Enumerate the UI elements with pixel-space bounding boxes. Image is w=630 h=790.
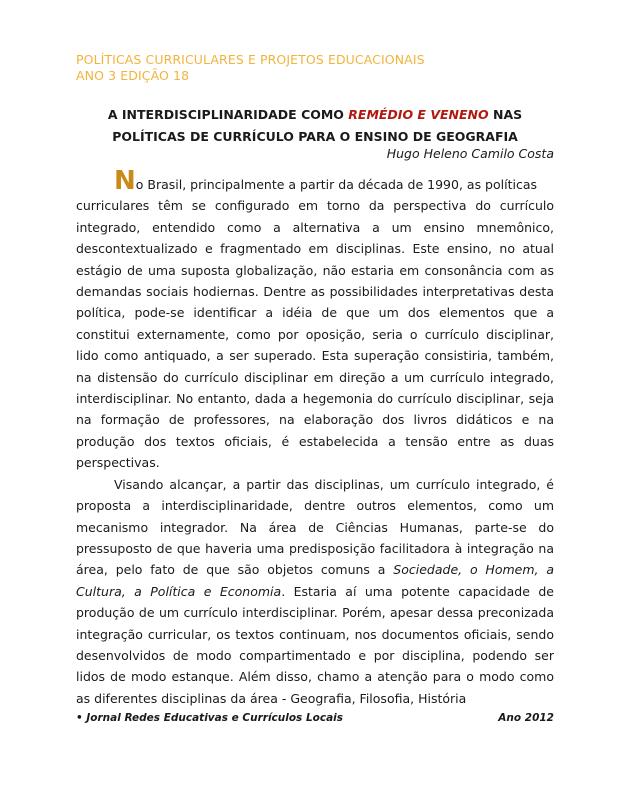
footer-journal: • Jornal Redes Educativas e Currículos Locais (76, 712, 344, 724)
header-line-2: ANO 3 EDIÇÃO 18 (76, 68, 190, 83)
paragraph-2-part-b: . Estaria aí uma potente capacidade de produção de um currículo interdisciplinar. Porém, apesar dessa preconizada integração curricular, os textos continuam, nos documentos oficiais, sendo desenvolvidos de modo compartimentado e por disciplina, podendo ser lidos de modo estanque. Além disso, chamo a atenção para o modo como as diferentes disciplinas da área - Geografia, Filosofia, História (76, 583, 554, 706)
title-emphasis: REMÉDIO E VENENO (348, 107, 489, 122)
article-author: Hugo Heleno Camilo Costa (386, 146, 554, 161)
paragraph-2-emphasis: Sociedade, o Homem, a Cultura, a Política e Economia (76, 562, 555, 599)
article-title (76, 104, 554, 148)
paragraph-1-first-line: o Brasil, principalmente a partir da década de 1990, as políticas (135, 177, 537, 192)
paragraph-2 (76, 474, 554, 709)
title-part-1: A INTERDISCIPLINARIDADE COMO (107, 107, 349, 122)
title-part-2: NAS POLÍTICAS DE CURRÍCULO PARA O ENSINO DE GEOGRAFIA (112, 107, 523, 144)
first-line (76, 168, 554, 195)
journal-header (76, 52, 425, 84)
footer-year: Ano 2012 (498, 712, 554, 724)
header-line-1: POLÍTICAS CURRICULARES E PROJETOS EDUCACIONAIS (76, 52, 425, 67)
drop-cap: N (114, 166, 136, 196)
page-footer (76, 712, 554, 724)
paragraph-1: curriculares têm se configurado em torno da perspectiva do currículo integrado, entendido como a alternativa a um ensino mnemônico, descontextualizado e fragmentado em disciplinas. Este ensino, no atual estágio de uma suposta globalização, não estaria em consonância com as demandas sociais hodiernas. Dentre as possibilidades interpretativas desta política, pode-se identificar a idéia de que um dos elementos que a constitui externamente, como por oposição, seria o currículo disciplinar, lido como antiquado, a ser superado. Esta superação consistiria, também, na distensão do currículo disciplinar em direção a um currículo integrado, interdisciplinar. No entanto, dada a hegemonia do currículo disciplinar, seja na formação de professores, na elaboração dos livros didáticos e na produção dos textos oficiais, é estabelecida a tensão entre as duas perspectivas. (76, 198, 554, 471)
paragraph-2-part-a: Visando alcançar, a partir das disciplinas, um currículo integrado, é proposta a interdisciplinaridade, dentre outros elementos, como um mecanismo integrador. Na área de Ciências Humanas, parte-se do pressuposto de que haveria uma predisposição facilitadora à integração na área, pelo fato de que são objetos comuns a (76, 476, 554, 578)
article-body (76, 168, 554, 709)
